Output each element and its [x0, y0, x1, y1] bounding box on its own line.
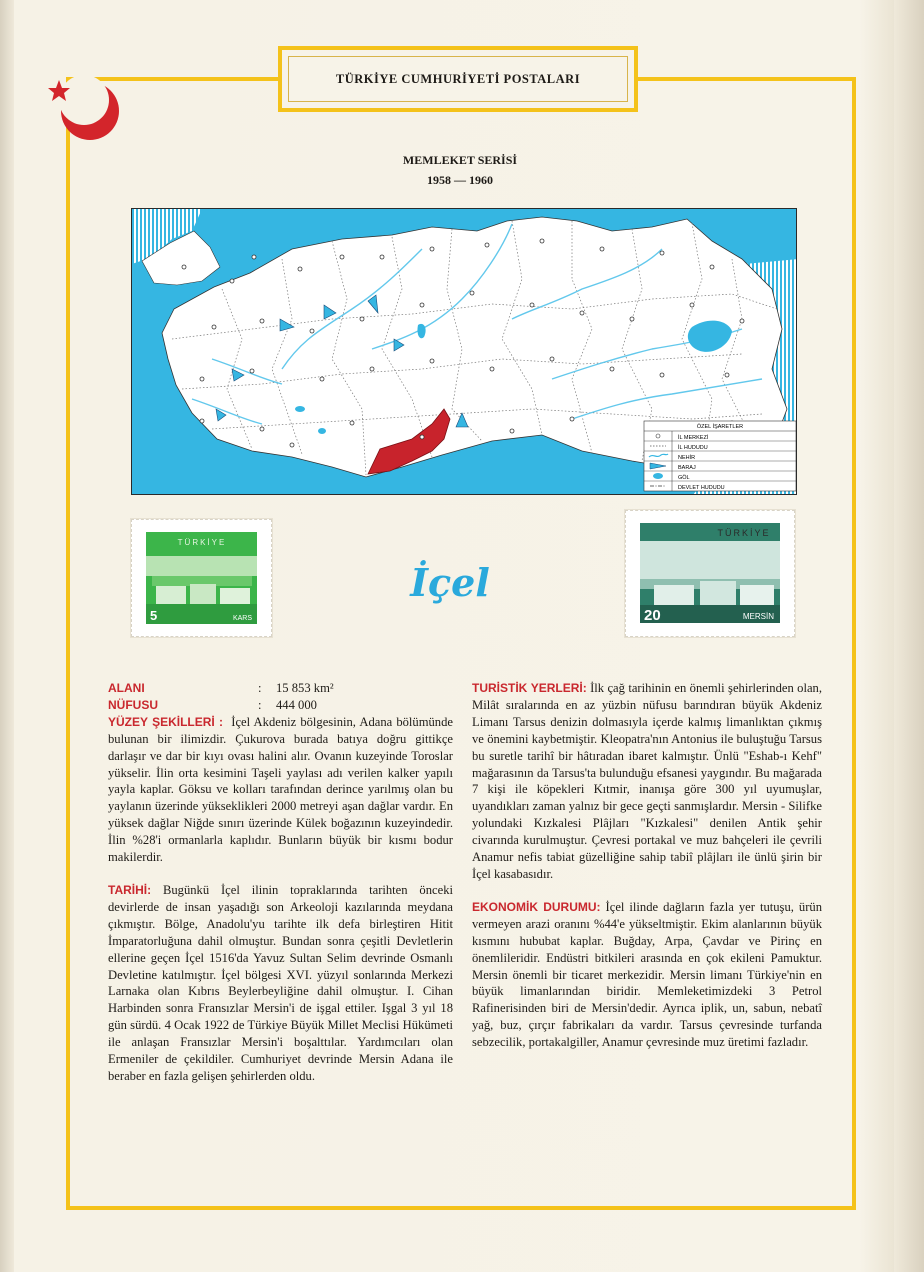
legend-circle-icon [656, 434, 660, 438]
header-title: TÜRKİYE CUMHURİYETİ POSTALARI [335, 71, 581, 86]
turkey-map [131, 208, 797, 495]
page-edge [894, 0, 924, 1272]
legend-title: ÖZEL İŞARETLER [696, 424, 744, 430]
stamp-country: TÜRKİYE [717, 528, 771, 538]
economy-heading: EKONOMİK DURUMU: [472, 899, 601, 914]
province-name: İçel [410, 560, 490, 605]
tourism-text: İlk çağ tarihinin en önemli şehirlerinden olan, Milât sıralarında en az yüzbin nüfusu barındıran büyük Akdeniz Limanı Tarsus denizin dolmasıyla içerde kalmış limanlıktan çıkmış ve önemini kaybetmiştir. Kleopatra'nın Antonius ile buluştuğu Tarsus bu suretle tarihî bir hâtıradan ibaret kalmıştır. Ünlü "Eshab-ı Kehf" mağarasının da Tarsus'ta bulunduğu efsanesi yaygındır. Bu mağarada 7 kişi ile köpekleri Kıtmir, inanışa göre 300 yıl uyumuşlar, uyandıkları zaman yalnız bir gece geçti sanmışlardır. Mersin - Silifke yolundaki Kızkalesi Plâjları "Kızkalesi" denilen Antik şehir civarında kurulmuştur. Çevresi portakal ve muz bahçeleri ile çevrili Anamur nefis tabiat güzelliğine sahip tabiî plâjları ile ünlü şirin bir İçel kasabasıdır. [472, 681, 822, 881]
map-svg [132, 209, 797, 495]
map-legend [644, 421, 796, 491]
stamp-kars-image [140, 528, 263, 628]
fact-row: NÜFUSU : 444 000 [108, 697, 317, 712]
relief-section [108, 714, 453, 866]
legend-label: DEVLET HUDUDU [678, 485, 725, 491]
lake-beysehir [318, 428, 326, 434]
province-title [385, 552, 515, 612]
stamp-mersin-image [634, 519, 786, 628]
history-heading: TARİHİ: [108, 882, 152, 897]
header-box [278, 46, 638, 112]
history-text: Bugünkü İçel ilinin topraklarında tarihten önceki devirlerde de insan yaşadığı son Arkeoloji kazılarında meydana çıkmıştır. Bölge, Anadolu'yu tarihte ilk defa birleştiren Hitit İmparatorluğuna dahil olmuştur. Bundan sonra çeşitli Devletlerin ellerine geçen İçel 1516'da Yavuz Sultan Selim devrinde Osmanlı Devletine katılmıştır. İçel bölgesi XVI. yüzyıl sonlarında Merkezi Larnaka olan Kıbrıs Beylerbeyliğine dahil olmuştur. I. Cihan Harbinden sonra Fransızlar Mersin'i de işgal ettiler. Işgal 3 yıl 18 gün sürdü. 4 Ocak 1922 de Türkiye Büyük Millet Meclisi Hükümeti ile anlaşan Fransızlar Mersin'i boşalttılar. Yardımcıları olan Ermeniler de çekildiler. Cumhuriyet devrinde Mersin Adana ile beraber en fazla gelişen şehirlerden oldu. [108, 882, 453, 1083]
stamp-value: 5 [150, 608, 158, 623]
history-section [108, 882, 453, 1085]
crescent-star-icon [44, 74, 124, 144]
series-name: MEMLEKET SERİSİ [402, 153, 518, 167]
fact-label: ALANI [108, 681, 145, 695]
stamp-country: TÜRKİYE [177, 538, 227, 547]
stamp-kars [131, 519, 272, 637]
stamp-place: MERSİN [742, 612, 774, 621]
legend-label: GÖL [678, 475, 690, 481]
fact-value: 444 000 [276, 697, 317, 712]
stamp-mersin [625, 510, 795, 637]
legend-label: NEHİR [678, 455, 696, 461]
legend-label: İL MERKEZİ [678, 435, 709, 441]
page-binding [0, 0, 14, 1272]
stamp-value: 20 [644, 607, 661, 624]
lake-tuz [417, 324, 425, 338]
economy-section [472, 899, 822, 1051]
relief-heading: YÜZEY ŞEKİLLERİ : [108, 714, 224, 729]
series-years: 1958 — 1960 [427, 173, 493, 187]
stamp-place: KARS [232, 615, 252, 622]
tourism-section [472, 680, 822, 883]
series-heading [330, 150, 590, 190]
legend-lake-icon [653, 473, 663, 479]
economy-text: İçel ilinde dağların fazla yer tutuşu, ürün vermeyen arazi oranını %44'e yükseltmiştir. Ekim alanlarının büyük kısmını hububat kaplar. Buğday, Arpa, Çavdar ve Pirinç en önemlileridir. Endüstri bitkileri arasında en çok ekileni Pamuktur. Mersin önemli bir ticaret merkezidir. Mersin limanı Türkiye'nin en büyük limanlarından biridir. Memleketimizdeki 3 Petrol Rafinerisinden biri de Mersin'dedir. Ayrıca iplik, un, sabun, nebatî yağ, buz, çırçır fabrikaları da vardır. Tarsus çevresinde turfanda sebzecilik, portakalgiller, Anamur çevresinde muz üretimi fazladır. [472, 899, 822, 1050]
right-column [472, 680, 822, 1051]
legend-label: İL HUDUDU [678, 445, 708, 451]
fact-label: NÜFUSU [108, 697, 158, 712]
relief-text: İçel Akdeniz bölgesinin, Adana bölümünde bulunan bir ilimizdir. Çukurova burada batıya doğru gittikçe darlaşır ve dar bir kıyı ovası halini alır. Ovanın kuzeyinde Toroslar yükselir. İlin orta kesimini Taşeli yaylası adı verilen kalker yapılı yayla kaplar. Göksu ve kolları tarafından derince yarılmış olan bu yaylanın üzerinde yükseklikleri 2000 metreyi aşan dağlar vardır. En yüksek dağlar Niğde sınırı üzerinde Külek boğazının kuzeyindedir. İlin %28'i ormanlarla kaplıdır. Bunların büyük bir kısmı bodur makilerdir. [108, 714, 453, 865]
fact-row: ALANI : 15 853 km² [108, 681, 334, 695]
fact-value: 15 853 km² [276, 681, 334, 695]
tourism-heading: TURİSTİK YERLERİ: [472, 681, 587, 695]
legend-label: BARAJ [678, 465, 696, 471]
lake-egirdir [295, 406, 305, 412]
left-column [108, 680, 453, 1085]
